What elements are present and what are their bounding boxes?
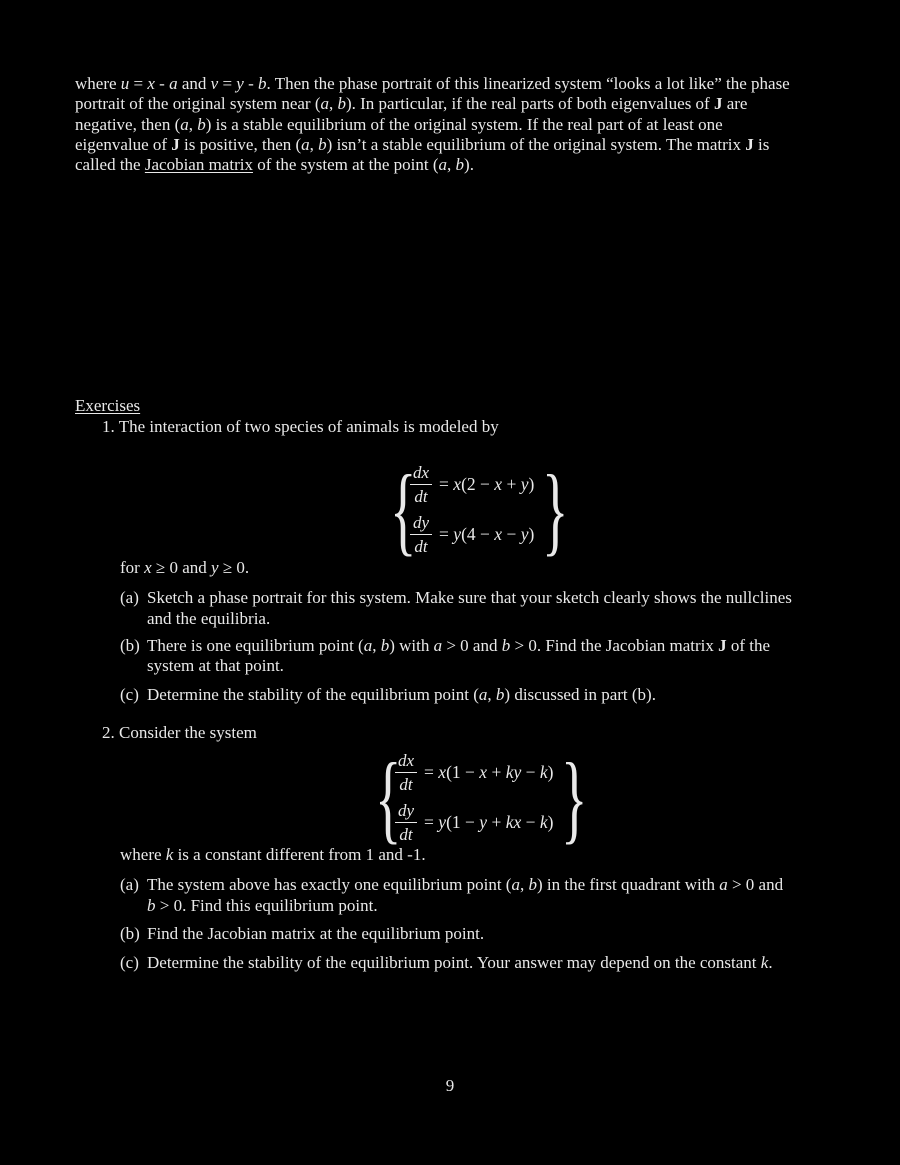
- exercise-1-title: 1. The interaction of two species of animals is modeled by: [102, 416, 499, 436]
- equation-system-2: [370, 741, 825, 853]
- fraction-numerator: dy: [410, 512, 432, 535]
- part-line: There is one equilibrium point (a, b) with a > 0 and b > 0. Find the Jacobian matrix J of the: [147, 635, 771, 655]
- exercise-2-note: where k is a constant different from 1 and -1.: [120, 845, 426, 865]
- part-label: (b): [120, 635, 140, 655]
- page-number: 9: [445, 1075, 455, 1095]
- part-line: b > 0. Find this equilibrium point.: [147, 895, 378, 915]
- part-line: Sketch a phase portrait for this system. Make sure that your sketch clearly shows the nullclines: [147, 588, 792, 608]
- part-text: [147, 924, 825, 944]
- part-line: and the equilibria.: [147, 608, 271, 628]
- equation-rows: [410, 462, 534, 557]
- fraction-numerator: dy: [395, 800, 417, 823]
- paragraph-line: eigenvalue of J is positive, then (a, b) isn’t a stable equilibrium of the original system. The matrix J is: [75, 134, 770, 154]
- equation-rhs: = x(2 − x + y): [439, 474, 535, 495]
- exercises-heading: Exercises: [75, 396, 141, 416]
- part-line: The system above has exactly one equilibrium point (a, b) in the first quadrant with a > 0 and: [147, 875, 784, 895]
- part-text: [147, 636, 825, 677]
- equation-rhs: = x(1 − x + ky − k): [424, 762, 554, 783]
- intro-paragraph: [75, 74, 825, 175]
- part-text: [147, 875, 825, 916]
- exercise-part-b: [120, 636, 825, 677]
- exercise-part-a: [120, 875, 825, 916]
- right-brace: }: [561, 741, 588, 853]
- paragraph-line: portrait of the original system near (a, b). In particular, if the real parts of both eigenvalues of J are: [75, 94, 748, 114]
- part-line: Find the Jacobian matrix at the equilibrium point.: [147, 924, 485, 944]
- part-text: [147, 953, 825, 973]
- fraction-denominator: dt: [414, 537, 428, 557]
- part-line: Determine the stability of the equilibrium point. Your answer may depend on the constant k.: [147, 953, 773, 973]
- part-label: (c): [120, 953, 139, 973]
- equation-row-dy: [410, 512, 534, 557]
- equation-row-dx: [395, 750, 553, 795]
- fraction-numerator: dx: [395, 750, 417, 773]
- part-text: [147, 685, 825, 705]
- exercise-2-title: 2. Consider the system: [102, 722, 257, 742]
- fraction-denominator: dt: [399, 775, 413, 795]
- equation-row-dx: [410, 462, 534, 507]
- fraction-denominator: dt: [414, 487, 428, 507]
- left-brace: {: [374, 741, 402, 853]
- equation-row-dy: [395, 800, 553, 845]
- part-label: (a): [120, 588, 139, 608]
- paragraph-line: where u = x - a and v = y - b. Then the phase portrait of this linearized system “looks a lot like” the phase: [75, 74, 790, 93]
- equation-rhs: = y(1 − y + kx − k): [424, 812, 554, 833]
- part-label: (b): [120, 924, 140, 944]
- paragraph-line: negative, then (a, b) is a stable equilibrium of the original system. If the real part of at least one: [75, 114, 723, 134]
- fraction-numerator: dx: [410, 462, 432, 485]
- exercise-1: [75, 417, 825, 705]
- exercise-2: [75, 723, 825, 974]
- left-brace: {: [389, 453, 417, 565]
- equation-rows: [395, 750, 553, 845]
- part-label: (a): [120, 875, 139, 895]
- exercise-part-c: [120, 953, 825, 973]
- right-brace: }: [542, 453, 569, 565]
- exercise-part-a: [120, 588, 825, 629]
- fraction-denominator: dt: [399, 825, 413, 845]
- part-text: [147, 588, 825, 629]
- equation-system-1: [385, 453, 825, 565]
- part-label: (c): [120, 684, 139, 704]
- exercise-part-c: [120, 685, 825, 705]
- paragraph-line: called the Jacobian matrix of the system at the point (a, b).: [75, 155, 474, 175]
- exercise-1-note: for x ≥ 0 and y ≥ 0.: [120, 558, 250, 578]
- equation-rhs: = y(4 − x − y): [439, 524, 535, 545]
- part-line: Determine the stability of the equilibrium point (a, b) discussed in part (b).: [147, 684, 656, 704]
- part-line: system at that point.: [147, 656, 284, 676]
- exercise-part-b: [120, 924, 825, 944]
